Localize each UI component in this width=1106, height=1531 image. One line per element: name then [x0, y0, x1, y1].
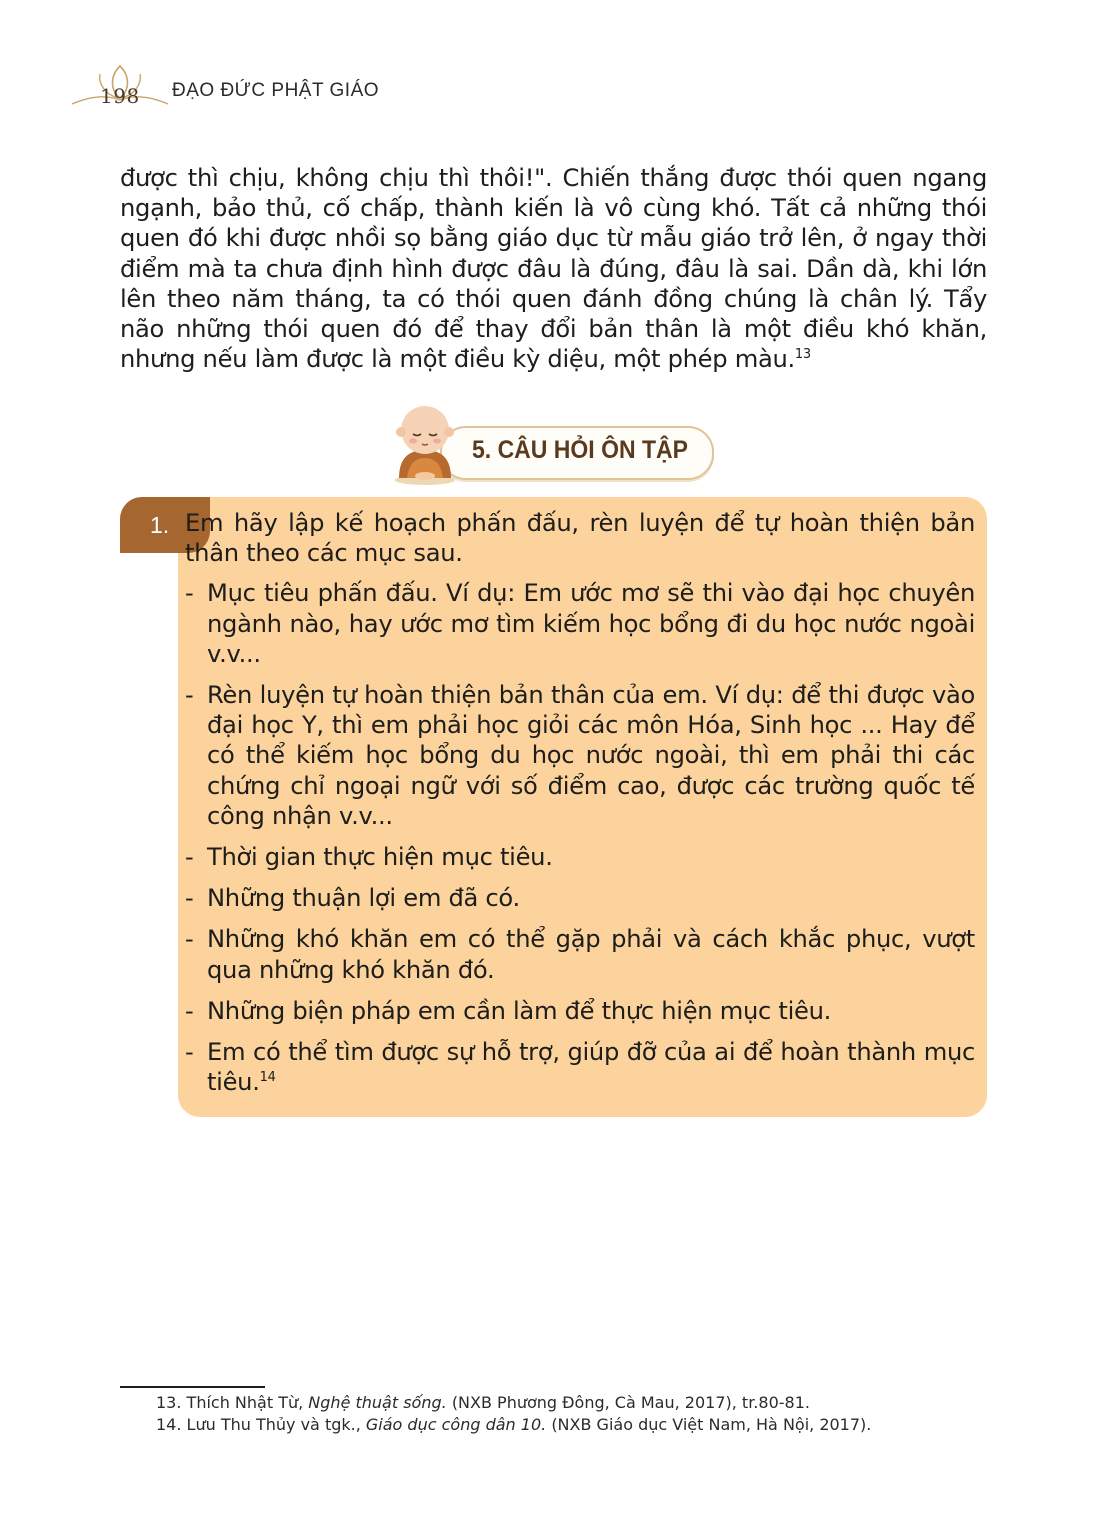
footnote — [156, 1392, 871, 1414]
footnote-divider — [120, 1386, 265, 1388]
footnote-author: Lưu Thu Thủy và tgk., — [186, 1415, 361, 1434]
list-item — [185, 842, 975, 872]
list-item — [185, 924, 975, 984]
section-header — [385, 398, 725, 488]
dash-marker: - — [185, 843, 194, 872]
footnote-publication: (NXB Giáo dục Việt Nam, Hà Nội, 2017). — [551, 1415, 872, 1434]
question-content — [185, 508, 975, 1108]
footnote-author: Thích Nhật Từ, — [186, 1393, 304, 1412]
footnote — [156, 1414, 871, 1436]
question-number: 1. — [120, 497, 210, 553]
list-item — [185, 883, 975, 913]
dash-marker: - — [185, 1038, 194, 1067]
footnote-number: 13. — [156, 1393, 182, 1412]
footnotes — [156, 1392, 871, 1436]
footnote-work: Giáo dục công dân 10. — [365, 1415, 547, 1434]
section-title: 5. CÂU HỎI ÔN TẬP — [472, 436, 688, 464]
monk-icon — [385, 398, 465, 488]
list-item-text: Rèn luyện tự hoàn thiện bản thân của em. Ví dụ: để thi được vào đại học Y, thì em phải học giỏi các môn Hóa, Sinh học ... Hay để có thể kiếm học bổng du học nước ngoài, thì em phải thi các chứng chỉ ngoại ngữ với số điểm cao, được các trường quốc tế công nhận v.v... — [207, 681, 975, 830]
page-number: 198 — [100, 84, 140, 108]
footnote-ref: 13 — [794, 347, 811, 363]
dash-marker: - — [185, 884, 194, 913]
list-item — [185, 578, 975, 669]
list-item — [185, 996, 975, 1026]
running-title: ĐẠO ĐỨC PHẬT GIÁO — [172, 80, 380, 101]
dash-marker: - — [185, 681, 194, 710]
list-item-text: Mục tiêu phấn đấu. Ví dụ: Em ước mơ sẽ thi vào đại học chuyên ngành nào, hay ước mơ tìm kiếm học bổng đi du học nước ngoài v.v... — [207, 579, 975, 668]
footnote-number: 14. — [156, 1415, 182, 1434]
list-item-text: Thời gian thực hiện mục tiêu. — [207, 843, 553, 872]
footnote-ref: 14 — [259, 1070, 276, 1086]
list-item-text: Những khó khăn em có thể gặp phải và cách khắc phục, vượt qua những khó khăn đó. — [207, 925, 975, 984]
list-item — [185, 680, 975, 831]
dash-marker: - — [185, 579, 194, 608]
intro-paragraph — [120, 163, 987, 374]
list-item-text: Em có thể tìm được sự hỗ trợ, giúp đỡ của ai để hoàn thành mục tiêu. — [207, 1038, 975, 1097]
list-item-text: Những biện pháp em cần làm để thực hiện mục tiêu. — [207, 996, 831, 1025]
list-item — [185, 1037, 975, 1097]
question-items — [185, 578, 975, 1097]
question-prompt: Em hãy lập kế hoạch phấn đấu, rèn luyện để tự hoàn thiện bản thân theo các mục sau. — [185, 509, 975, 568]
page-header — [70, 62, 470, 112]
dash-marker: - — [185, 925, 194, 954]
section-pill — [440, 426, 714, 480]
dash-marker: - — [185, 996, 194, 1025]
footnote-work: Nghệ thuật sống. — [308, 1393, 447, 1412]
intro-text: được thì chịu, không chịu thì thôi!". Chiến thắng được thói quen ngang ngạnh, bảo thủ, cố chấp, thành kiến là vô cùng khó. Tất cả những thói quen đó khi được nhồi sọ bằng giáo dục từ mẫu giáo trở lên, ở ngay thời điểm mà ta chưa định hình được đâu là đúng, đâu là sai. Dần dà, khi lớn lên theo năm tháng, ta có thói quen đánh đồng chúng là chân lý. Tẩy não những thói quen đó để thay đổi bản thân là một điều khó khăn, nhưng nếu làm được là một điều kỳ diệu, một phép màu. — [120, 164, 987, 374]
footnote-publication: (NXB Phương Đông, Cà Mau, 2017), tr.80-81. — [451, 1393, 810, 1412]
list-item-text: Những thuận lợi em đã có. — [207, 884, 520, 913]
